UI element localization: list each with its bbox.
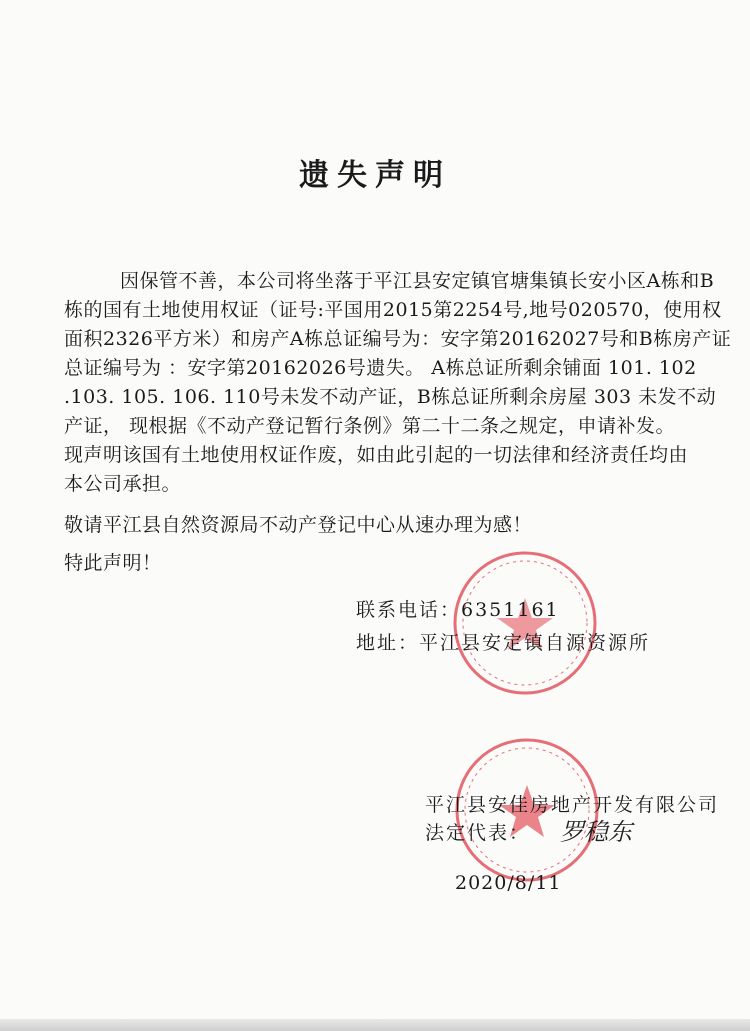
document-title: 遗失声明 (299, 158, 451, 193)
request-line: 敬请平江县自然资源局不动产登记中心从速办理为感！ (64, 514, 533, 536)
date: 2020/8/11 (455, 872, 562, 894)
body-line: 现声明该国有土地使用权证作废，如由此引起的一切法律和经济责任均由 (64, 444, 689, 466)
official-stamp-natural-resources (450, 548, 600, 698)
body-line: 因保管不善，本公司将坐落于平江县安定镇官塘集镇长安小区A栋和B (120, 270, 715, 292)
company-name: 平江县安佳房地产开发有限公司 (425, 794, 720, 816)
body-line: 总证编号为 ：安字第20162026号遗失。 A栋总证所剩余铺面 101. 102 (64, 357, 697, 379)
body-line: 面积2326平方米）和房产A栋总证编号为：安字第20162027号和B栋房产证 (64, 328, 732, 350)
body-line: 本公司承担。 (64, 473, 182, 495)
address: 地址：平江县安定镇自源资源所 (356, 632, 651, 654)
body-line: 栋的国有土地使用权证（证号:平国用2015第2254号,地号020570，使用权 (64, 299, 722, 321)
contact-phone: 联系电话：6351161 (356, 599, 560, 621)
page-edge (0, 1019, 750, 1031)
body-line: 产证， 现根据《不动产登记暂行条例》第二十二条之规定，申请补发。 (64, 415, 676, 437)
signature: 罗稳东 (560, 818, 632, 846)
closing-line: 特此声明！ (64, 552, 162, 574)
body-line: .103. 105. 106. 110号未发不动产证，B栋总证所剩余房屋 303 未发不动 (64, 386, 717, 408)
legal-rep-label: 法定代表： (425, 822, 531, 844)
